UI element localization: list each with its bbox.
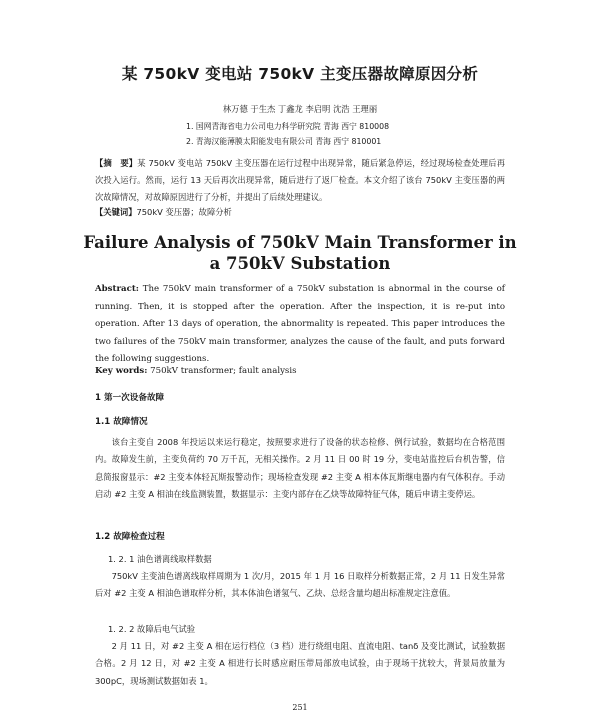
english-keywords-text: 750kV transformer; fault analysis <box>147 366 297 376</box>
affiliation-1: 1. 国网青海省电力公司电力科学研究院 青海 西宁 810008 <box>186 122 390 131</box>
chinese-abstract-text: 某 750kV 变电站 750kV 主变压器在运行过程中出现异常，随后紧急停运，经过现场检查处理后再次投入运行。然而，运行 13 天后再次出现异常，随后进行了返厂检查。本文介绍了该台 750kV 主变压器的两次故障情况，对故障原因进行了分析，并提出了后续处理建议。 <box>95 158 505 203</box>
chinese-keywords <box>95 206 232 218</box>
chinese-keywords-label: 【关键词】 <box>95 207 137 217</box>
page-number: 251 <box>292 703 308 712</box>
section-1-2-1-heading: 1. 2. 1 油色谱离线取样数据 <box>108 554 212 564</box>
section-1-2-2-paragraph: 2 月 11 日，对 #2 主变 A 相在运行档位（3 档）进行绕组电阻、直流电阻、tanδ 及变比测试，试验数据合格。2 月 12 日，对 #2 主变 A 相进行长时感应耐压带局部放电试验，由于现场干扰较大，背景局放量为 300pC，现场测试数据如表 1。 <box>95 641 505 686</box>
english-abstract-text: The 750kV main transformer of a 750kV substation is abnormal in the course of running. Then, it is stopped after the operation. After the inspection, it is re-put into operation. After 13 days of operation, the abnormality is repeated. This paper introduces the two failures of the 750kV main transformer, analyzes the cause of the fault, and puts forward the following suggestions. <box>95 284 505 364</box>
chinese-abstract <box>95 155 505 207</box>
chinese-abstract-label: 【摘 要】 <box>95 158 138 168</box>
authors: 林万德 于生杰 丁鑫龙 李启明 沈浩 王理丽 <box>222 104 378 114</box>
english-title-line-1: Failure Analysis of 750kV Main Transformer in <box>83 233 517 252</box>
section-1-2-1-paragraph: 750kV 主变油色谱离线取样周期为 1 次/月，2015 年 1 月 16 日取样分析数据正常，2 月 11 日发生异常后对 #2 主变 A 相油色谱取样分析，其本体油色谱氢气、乙炔、总烃含量均超出标准规定注意值。 <box>95 571 505 599</box>
section-1-2-heading: 1.2 故障检查过程 <box>95 532 165 542</box>
affiliation-2: 2. 青海汉能薄膜太阳能发电有限公司 青海 西宁 810001 <box>186 137 382 146</box>
english-title-line-2: a 750kV Substation <box>209 254 391 273</box>
section-1-1-heading: 1.1 故障情况 <box>95 417 148 427</box>
chinese-title: 某 750kV 变电站 750kV 主变压器故障原因分析 <box>121 65 479 83</box>
english-keywords <box>95 366 297 376</box>
section-1-heading: 1 第一次设备故障 <box>95 393 165 403</box>
section-1-1-paragraph: 该台主变自 2008 年投运以来运行稳定，按照要求进行了设备的状态检修、例行试验，数据均在合格范围内。故障发生前，主变负荷约 70 万千瓦，无相关操作。2 月 11 日 00 时 19 分，变电站监控后台机告警，信息简报窗显示：#2 主变本体轻瓦斯报警动作；现场检查发现 #2 主变 A 相本体瓦斯继电器内有气体积存。手动启动 #2 主变 A 相油在线监测装置，数据显示：主变内部存在乙炔等故障特征气体，随后申请主变停运。 <box>95 437 505 500</box>
english-title <box>0 232 600 274</box>
section-1-2-2-heading: 1. 2. 2 故障后电气试验 <box>108 624 196 634</box>
english-keywords-label: Key words: <box>95 366 148 376</box>
english-abstract-label: Abstract: <box>95 284 139 294</box>
chinese-keywords-text: 750kV 变压器；故障分析 <box>136 207 232 217</box>
english-abstract <box>95 281 505 369</box>
